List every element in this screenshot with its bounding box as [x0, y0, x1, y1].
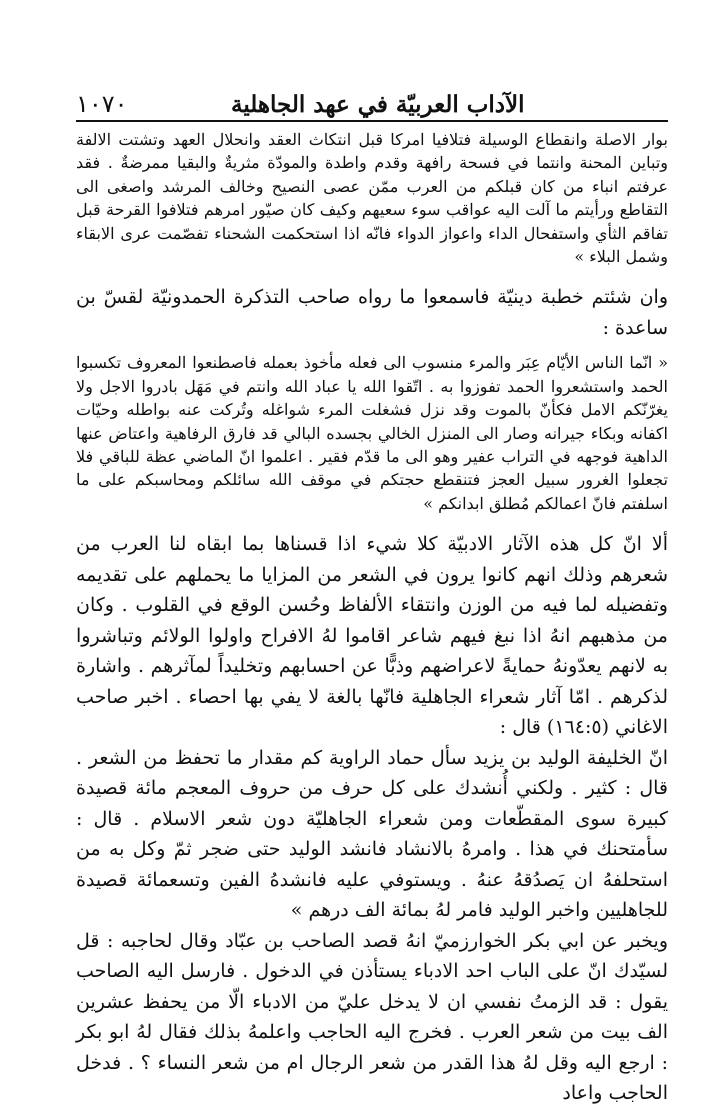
paragraph-khwarizmi-story: ويخبر عن ابي بكر الخوارزميّ انهُ قصد الصاحب بن عبّاد وقال لحاجبه : قل لسيّدك انّ على الباب احد الادباء يستأذن في الدخول . فارسل اليه الصاحب يقول : قد الزمتُ نفسي ان لا يدخل عليّ من الادباء الّا من يحفظ عشرين الف بيت من شعر العرب . فخرج اليه الحاجب واعلمهُ بذلك فقال لهُ ابو بكر : ارجع اليه وقل لهُ هذا القدر من شعر الرجال ام من شعر النساء ؟ . فدخل الحاجب واعاد [76, 929, 668, 1105]
page-header [76, 86, 668, 118]
page-number: ١٠٧٠ [76, 90, 128, 118]
paragraph-sermon-intro: وان شئتم خطبة دينيّة فاسمعوا ما رواه صاحب التذكرة الحمدونيّة لقسّ بن ساعدة : [76, 286, 668, 339]
paragraph-speech-ending: بوار الاصلة وانقطاع الوسيلة فتلافيا امركا قبل انتكاث العقد وانحلال العهد وتشتت الالفة وتباين المحنة وانتما في فسحة رافهة وقدم واطدة والمودّة مثريةٌ والبقيا ممرضةٌ . فقد عرفتم انباء من كان قبلكم من العرب ممّن عصى النصيح وخالف المرشد واصغى الى التقاطع ورأيتم ما آلت اليه عواقب سوء سعيهم وكيف كان صيّور امرهم فتلافوا القرحة قبل تفاقم الثأي واستفحال الداء واعواز الدواء فانّه اذا استحكمت الشحناء تفصّمت عرى الابقاء وشمل البلاء » [76, 130, 668, 267]
header-rule [76, 120, 668, 122]
paragraph-poetry-importance: ألا انّ كل هذه الآثار الادبيّة كلا شيء اذا قسناها بما ابقاه لنا العرب من شعرهم وذلك انهم كانوا يرون في الشعر من المزايا ما يحملهم على تقديمه وتفضيله لما فيه من الوزن وانتقاء الألفاظ وحُسن الوقع في القلوب . وكان من مذهبهم انهُ اذا نبغ فيهم شاعر اقاموا لهُ الافراح واولوا الولائم وتباشروا به لانهم يعدّونهُ حمايةً لاعراضهم وذبًّا عن احسابهم وتخليداً لمآثرهم . واشارة لذكرهم . امّا آثار شعراء الجاهلية فانّها بالغة لا يفي بها احصاء . اخبر صاحب الاغاني (١٦٤:٥) قال : [76, 533, 668, 739]
running-title: الآداب العربيّة في عهد الجاهلية [231, 91, 525, 118]
page-body [76, 128, 668, 1109]
paragraph-quss-sermon: « انّما الناس الأيّام عِبَر والمرء منسوب الى فعله مأخوذ بعمله فاصطنعوا المعروف تكسبوا الحمد واستشعروا الحمد تفوزوا به . اتّقوا الله يا عباد الله وانتم في مَهَل بادروا الاجل ولا يغرّنّكم الامل فكأنّ بالموت وقد نزل فشغلت المرء شواغله وتُركت عنه بواطله وحيّات اكفانه وبكاء جيرانه وصار الى المنزل الخالي بجسده البالي قد فارق الرفاهية واعتاض عنها الداهية فوجهه في التراب عفير وهو الى ما قدّم فقير . اعلموا انّ الماضي عظة للباقي فلا تجعلوا الغرور سبيل العجز فتنقطع حجتكم في موقف الله سائلكم ومحاسبكم على ما اسلفتم فانّ اعمالكم مُطلق ابدانكم » [76, 353, 668, 513]
paragraph-hammad-story: انّ الخليفة الوليد بن يزيد سأل حماد الراوية كم مقدار ما تحفظ من الشعر . قال : كثير . ولكني أُنشدك على كل حرف من حروف المعجم مائة قصيدة كبيرة سوى المقطّعات ومن شعراء الجاهليّة دون شعر الاسلام . قال : سأمتحنك في هذا . وامرهُ بالانشاد فانشد الوليد حتى ضجر ثمّ وكل به من استحلفهُ ان يَصدُقهُ عنهُ . ويستوفي عليه فانشدهُ الفين وتسعمائة قصيدة للجاهليين واخبر الوليد فامر لهُ بمائة الف درهم » [76, 746, 668, 922]
